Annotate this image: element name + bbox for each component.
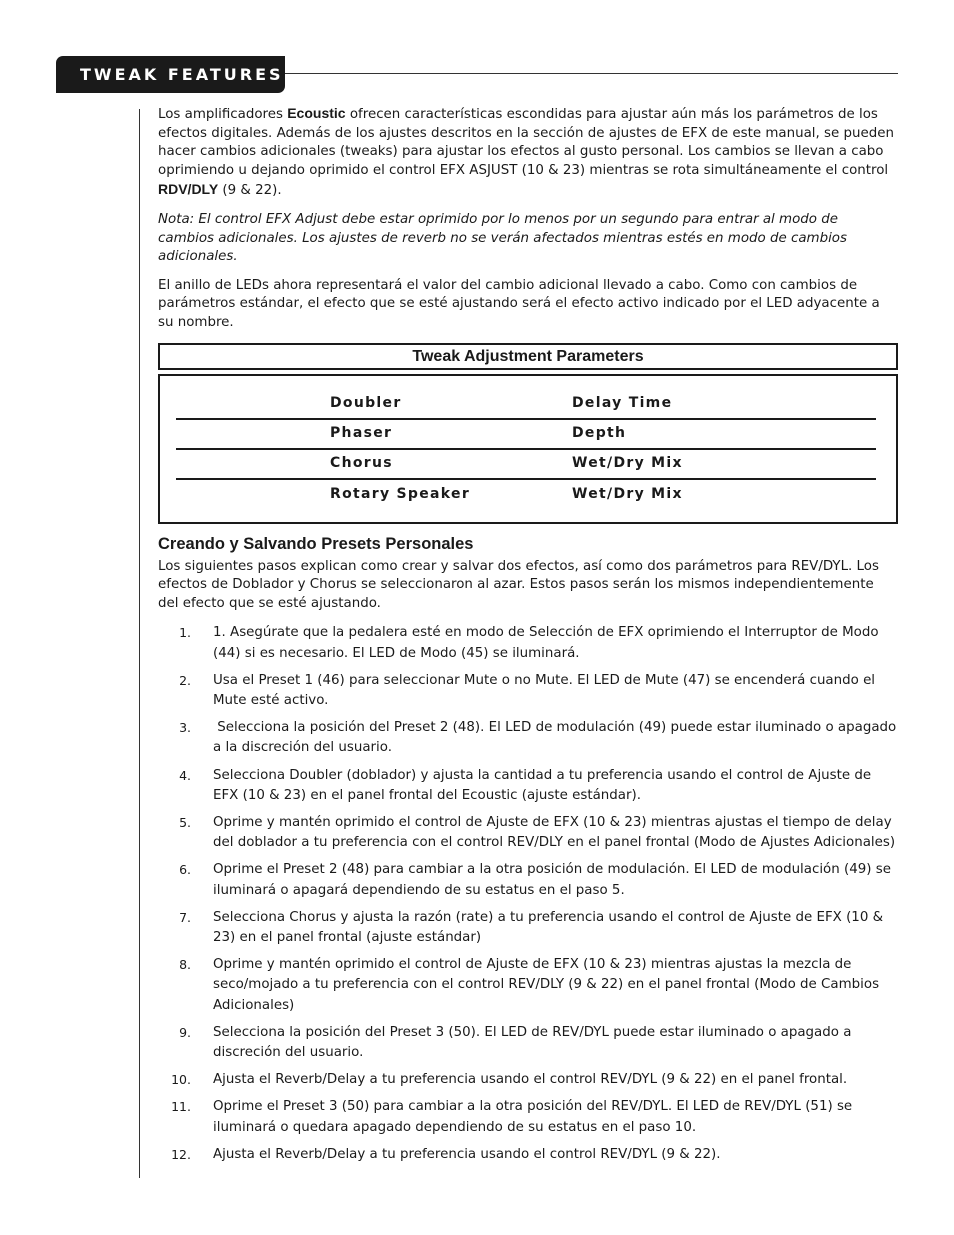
tweak-parameters-table bbox=[158, 374, 898, 524]
steps-list bbox=[158, 623, 901, 1165]
section-header-tab: TWEAK FEATURES bbox=[56, 56, 285, 93]
step-text: Oprime y mantén oprimido el control de Ajuste de EFX (10 & 23) mientras ajustas el tiempo de delay del doblador a tu preferencia con el control REV/DLY en el panel frontal (Modo de Ajustes Adicionales) bbox=[213, 814, 896, 851]
step-number: 4. bbox=[179, 767, 191, 783]
page-content bbox=[158, 104, 901, 1172]
parameter-cell: Depth bbox=[572, 425, 627, 442]
step-number: 11. bbox=[171, 1099, 191, 1115]
step-text: Usa el Preset 1 (46) para seleccionar Mute o no Mute. El LED de Mute (47) se encenderá cuando el Mute esté activo. bbox=[213, 672, 876, 708]
list-item bbox=[158, 671, 898, 711]
section-intro: Los siguientes pasos explican como crear y salvar dos efectos, así como dos parámetros para REV/DYL. Los efectos de Doblador y Chorus se seleccionaron al azar. Estos pasos serán los mismos independientemente del efecto que se esté ajustando. bbox=[158, 558, 879, 611]
step-text: Selecciona Chorus y ajusta la razón (rate) a tu preferencia usando el control de Ajuste de EFX (10 & 23) en el panel frontal (ajuste estándar) bbox=[213, 909, 884, 945]
effect-cell: Phaser bbox=[330, 425, 393, 442]
table-row bbox=[176, 480, 876, 510]
parameter-cell: Wet/Dry Mix bbox=[572, 455, 683, 472]
control-name: RDV/DLY bbox=[158, 181, 219, 198]
led-ring-paragraph: El anillo de LEDs ahora representará el valor del cambio adicional llevado a cabo. Como con cambios de parámetros estándar, el efecto que se esté ajustando será el efecto activo indicado por el LED adyacente a su nombre. bbox=[158, 277, 880, 330]
effect-cell: Rotary Speaker bbox=[330, 486, 471, 503]
list-item bbox=[158, 718, 901, 758]
step-number: 5. bbox=[179, 814, 191, 830]
parameter-cell: Delay Time bbox=[572, 395, 673, 412]
step-number: 8. bbox=[179, 957, 191, 973]
list-item bbox=[158, 813, 898, 853]
step-text: Selecciona la posición del Preset 3 (50). El LED de REV/DYL puede estar iluminado o apagado a discreción del usuario. bbox=[213, 1024, 852, 1060]
step-number: 9. bbox=[179, 1024, 191, 1040]
step-number: 10. bbox=[171, 1072, 191, 1088]
step-text: Ajusta el Reverb/Delay a tu preferencia usando el control REV/DYL (9 & 22) en el panel frontal. bbox=[213, 1072, 848, 1088]
step-text: Oprime el Preset 3 (50) para cambiar a la otra posición del REV/DYL. El LED de REV/DYL (51) se iluminará o quedara apagado dependiendo de su estatus en el paso 10. bbox=[213, 1099, 853, 1135]
header-rule bbox=[285, 73, 898, 74]
list-item bbox=[158, 955, 898, 1016]
table-row bbox=[176, 420, 876, 450]
intro-text-middle: ofrecen características escondidas para ajustar aún más los parámetros de los efectos digitales. Además de los ajustes descritos en la sección de ajustes de EFX de este manual, se pueden hacer cambios adicionales (tweaks) para ajustar los efectos al gusto personal. Los cambios se llevan a cabo oprimiendo u dejando oprimido el control EFX ASJUST (10 & 23) mientras se rota simultáneamente el control bbox=[158, 107, 894, 178]
parameter-cell: Wet/Dry Mix bbox=[572, 486, 683, 503]
step-number: 1. bbox=[179, 625, 191, 641]
table-row bbox=[176, 450, 876, 480]
list-item bbox=[158, 1145, 898, 1165]
list-item bbox=[158, 1023, 898, 1063]
list-item bbox=[158, 908, 898, 948]
note-paragraph: Nota: El control EFX Adjust debe estar oprimido por lo menos por un segundo para entrar al modo de cambios adicionales. Los ajustes de reverb no se verán afectados mientras estés en modo de cambios adicionales. bbox=[158, 211, 847, 265]
step-text: Selecciona la posición del Preset 2 (48). El LED de modulación (49) puede estar iluminado o apagado a la discreción del usuario. bbox=[213, 720, 901, 756]
list-item bbox=[158, 623, 898, 663]
list-item bbox=[158, 766, 898, 806]
intro-text-start: Los amplificadores bbox=[158, 107, 288, 122]
step-text: Selecciona Doubler (doblador) y ajusta la cantidad a tu preferencia usando el control de Ajuste de EFX (10 & 23) en el panel frontal del Ecoustic (ajuste estándar). bbox=[213, 767, 872, 803]
table-title: Tweak Adjustment Parameters bbox=[158, 343, 898, 370]
effect-cell: Chorus bbox=[330, 455, 393, 472]
list-item bbox=[158, 1097, 898, 1137]
step-number: 2. bbox=[179, 672, 191, 688]
brand-name: Ecoustic bbox=[287, 105, 346, 121]
step-number: 12. bbox=[171, 1146, 191, 1162]
left-margin-rule bbox=[139, 109, 140, 1178]
effect-cell: Doubler bbox=[330, 395, 402, 412]
step-number: 3. bbox=[179, 720, 191, 736]
intro-paragraph bbox=[158, 104, 898, 201]
list-item bbox=[158, 860, 898, 900]
step-number: 7. bbox=[179, 909, 191, 925]
intro-text-end: (9 & 22). bbox=[218, 183, 282, 199]
step-text: 1. Asegúrate que la pedalera esté en modo de Selección de EFX oprimiendo el Interruptor de Modo (44) si es necesario. El LED de Modo (45) se iluminará. bbox=[213, 625, 879, 661]
step-text: Ajusta el Reverb/Delay a tu preferencia usando el control REV/DYL (9 & 22). bbox=[213, 1146, 721, 1162]
table-row bbox=[176, 390, 876, 420]
step-number: 6. bbox=[179, 862, 191, 878]
step-text: Oprime y mantén oprimido el control de Ajuste de EFX (10 & 23) mientras ajustas la mezcla de seco/mojado a tu preferencia con el control REV/DLY (9 & 22) en el panel frontal (Modo de Cambios Adicionales) bbox=[213, 957, 880, 1013]
list-item bbox=[158, 1070, 898, 1090]
section-heading: Creando y Salvando Presets Personales bbox=[158, 534, 474, 553]
step-text: Oprime el Preset 2 (48) para cambiar a la otra posición de modulación. El LED de modulación (49) se iluminará o apagará dependiendo de su estatus en el paso 5. bbox=[213, 862, 891, 898]
